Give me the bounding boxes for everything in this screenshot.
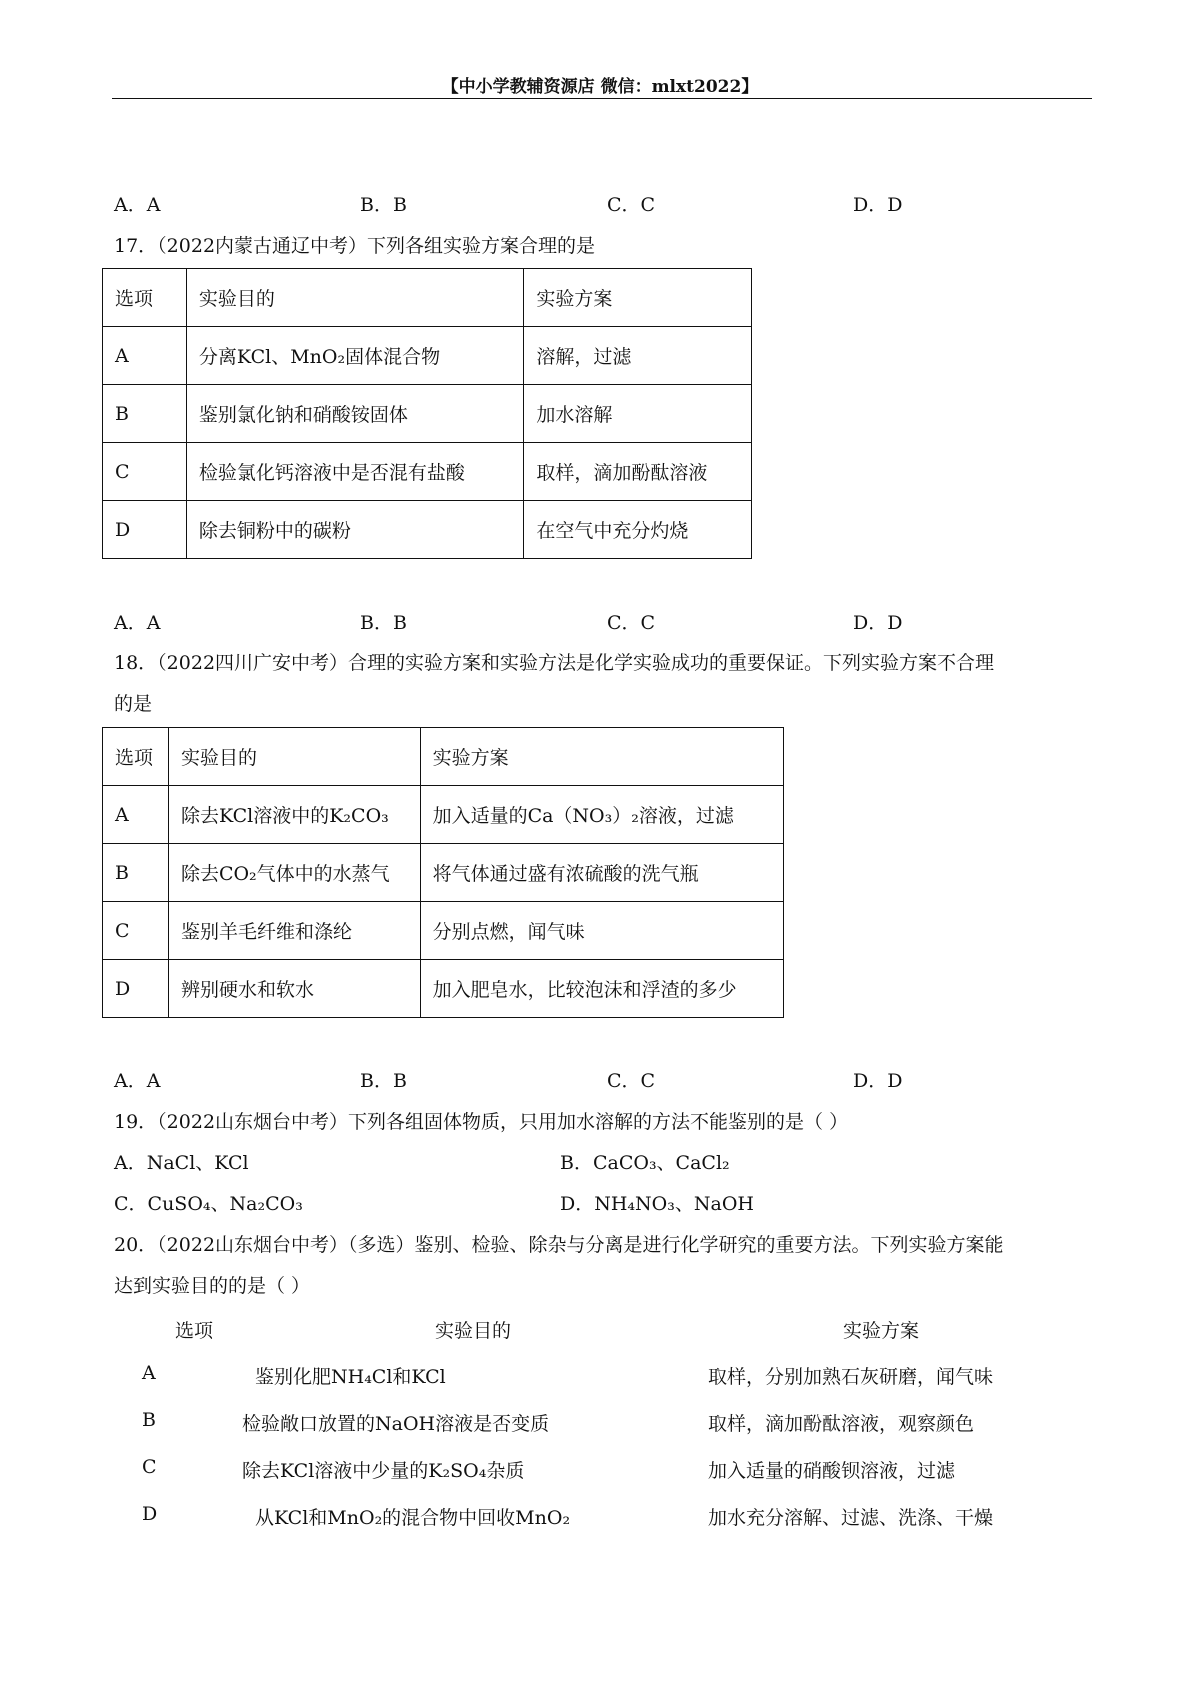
q19-stem: 19．（2022山东烟台中考）下列各组固体物质，只用加水溶解的方法不能鉴别的是（ ）	[114, 1111, 849, 1133]
cell-plan: 将气体通过盛有浓硫酸的洗气瓶	[420, 844, 783, 902]
cell-goal: 除去铜粉中的碳粉	[186, 501, 523, 559]
q20-row-d-plan: 加水充分溶解、过滤、洗涤、干燥	[708, 1507, 994, 1529]
header-rule	[112, 98, 1092, 99]
cell-option: D	[103, 960, 169, 1018]
table-row	[103, 501, 752, 559]
q17-option-a: A．A	[114, 612, 161, 634]
cell-option: A	[103, 327, 187, 385]
q18-stem-line2: 的是	[114, 693, 153, 715]
q20-header-option: 选项	[175, 1320, 214, 1342]
q20-header-plan: 实验方案	[843, 1320, 920, 1342]
q16-option-c: C．C	[607, 194, 656, 216]
q20-row-d-goal: 从KCl和MnO₂的混合物中回收MnO₂	[255, 1507, 571, 1529]
cell-option: D	[103, 501, 187, 559]
header-cell-option: 选项	[103, 728, 169, 786]
table-row	[103, 902, 784, 960]
q17-table	[102, 268, 752, 559]
q20-row-a-option: A	[142, 1362, 156, 1384]
q18-table	[102, 727, 784, 1018]
q19-option-d: D．NH₄NO₃、NaOH	[560, 1193, 754, 1215]
cell-goal: 检验氯化钙溶液中是否混有盐酸	[186, 443, 523, 501]
table-row	[103, 385, 752, 443]
q19-option-c: C．CuSO₄、Na₂CO₃	[114, 1193, 303, 1215]
cell-plan: 分别点燃，闻气味	[420, 902, 783, 960]
header-cell-plan: 实验方案	[524, 269, 752, 327]
cell-plan: 加水溶解	[524, 385, 752, 443]
q20-row-c-option: C	[142, 1456, 157, 1478]
cell-plan: 在空气中充分灼烧	[524, 501, 752, 559]
q16-option-a: A．A	[114, 194, 161, 216]
table-row	[103, 960, 784, 1018]
q20-row-b-plan: 取样，滴加酚酞溶液，观察颜色	[708, 1413, 975, 1435]
cell-goal: 分离KCl、MnO₂固体混合物	[186, 327, 523, 385]
q20-row-b-option: B	[142, 1409, 156, 1431]
q18-option-b: B．B	[360, 1070, 407, 1092]
table-header-row	[103, 269, 752, 327]
cell-option: B	[103, 385, 187, 443]
cell-goal: 辨别硬水和软水	[168, 960, 420, 1018]
q16-option-d: D．D	[853, 194, 903, 216]
cell-option: C	[103, 902, 169, 960]
cell-goal: 鉴别羊毛纤维和涤纶	[168, 902, 420, 960]
cell-option: B	[103, 844, 169, 902]
q20-header-goal: 实验目的	[435, 1320, 512, 1342]
header-cell-goal: 实验目的	[168, 728, 420, 786]
header-cell-goal: 实验目的	[186, 269, 523, 327]
q20-row-b-goal: 检验敞口放置的NaOH溶液是否变质	[242, 1413, 550, 1435]
cell-goal: 除去CO₂气体中的水蒸气	[168, 844, 420, 902]
q20-row-a-goal: 鉴别化肥NH₄Cl和KCl	[255, 1366, 446, 1388]
cell-goal: 除去KCl溶液中的K₂CO₃	[168, 786, 420, 844]
q20-row-c-goal: 除去KCl溶液中少量的K₂SO₄杂质	[242, 1460, 525, 1482]
table-row	[103, 327, 752, 385]
q19-option-a: A．NaCl、KCl	[114, 1152, 249, 1174]
q20-stem-line2: 达到实验目的的是（ ）	[114, 1275, 311, 1297]
header-cell-plan: 实验方案	[420, 728, 783, 786]
q19-option-b: B．CaCO₃、CaCl₂	[560, 1152, 730, 1174]
q20-row-d-option: D	[142, 1503, 158, 1525]
header-cell-option: 选项	[103, 269, 187, 327]
q20-row-c-plan: 加入适量的硝酸钡溶液，过滤	[708, 1460, 956, 1482]
q17-option-d: D．D	[853, 612, 903, 634]
q18-option-c: C．C	[607, 1070, 656, 1092]
q17-stem: 17．（2022内蒙古通辽中考）下列各组实验方案合理的是	[114, 235, 596, 257]
cell-plan: 加入肥皂水，比较泡沫和浮渣的多少	[420, 960, 783, 1018]
q18-stem-line1: 18．（2022四川广安中考）合理的实验方案和实验方法是化学实验成功的重要保证。下列实验方案不合理	[114, 652, 995, 674]
table-row	[103, 786, 784, 844]
table-row	[103, 844, 784, 902]
q17-option-c: C．C	[607, 612, 656, 634]
table-row	[103, 443, 752, 501]
q17-option-b: B．B	[360, 612, 407, 634]
q20-row-a-plan: 取样，分别加熟石灰研磨，闻气味	[708, 1366, 994, 1388]
cell-goal: 鉴别氯化钠和硝酸铵固体	[186, 385, 523, 443]
q18-option-a: A．A	[114, 1070, 161, 1092]
cell-plan: 取样，滴加酚酞溶液	[524, 443, 752, 501]
table-header-row	[103, 728, 784, 786]
q20-stem-line1: 20．（2022山东烟台中考）（多选）鉴别、检验、除杂与分离是进行化学研究的重要方法。下列实验方案能	[114, 1234, 1004, 1256]
cell-plan: 溶解，过滤	[524, 327, 752, 385]
cell-option: A	[103, 786, 169, 844]
q16-option-b: B．B	[360, 194, 407, 216]
page-header: 【中小学教辅资源店 微信：mlxt2022】	[441, 77, 759, 97]
cell-option: C	[103, 443, 187, 501]
q18-option-d: D．D	[853, 1070, 903, 1092]
cell-plan: 加入适量的Ca（NO₃）₂溶液，过滤	[420, 786, 783, 844]
